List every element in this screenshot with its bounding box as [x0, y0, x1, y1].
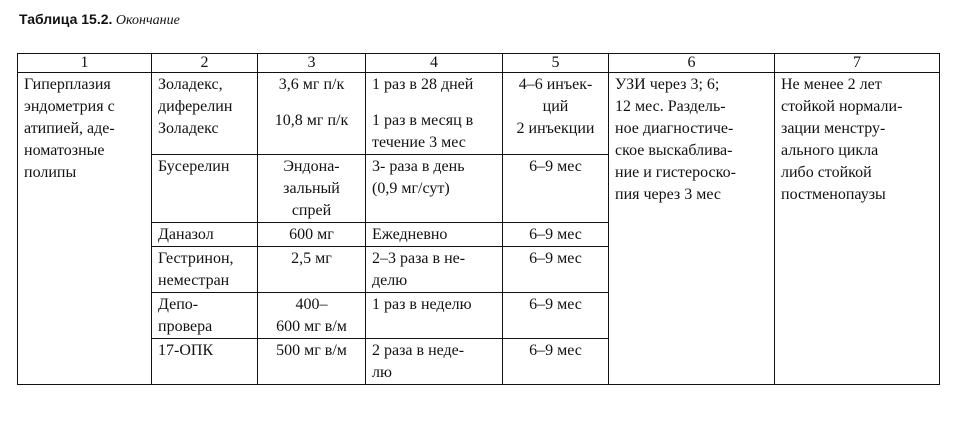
line: постменопаузы	[781, 186, 886, 203]
line: 6–9 мес	[529, 296, 582, 313]
header-cell: 4	[366, 54, 503, 73]
header-cell: 5	[503, 54, 609, 73]
line: Даназол	[158, 226, 214, 243]
dose-cell	[258, 339, 366, 385]
line: 4–6 инъек-	[518, 76, 593, 93]
line: 3,6 мг п/к	[278, 76, 345, 93]
line: стойкой нормали-	[781, 98, 903, 115]
line: эндометрия с	[24, 98, 115, 115]
dose-cell	[258, 73, 366, 155]
line: 6–9 мес	[529, 342, 582, 359]
header-cell: 3	[258, 54, 366, 73]
line: делю	[372, 272, 408, 289]
line: ций	[542, 98, 569, 115]
frequency-cell	[366, 223, 503, 247]
duration-cell	[503, 339, 609, 385]
frequency-cell	[366, 293, 503, 339]
caption-subtitle: Окончание	[115, 13, 180, 28]
line: 6–9 мес	[529, 158, 582, 175]
line: 2 инъекции	[516, 120, 595, 137]
dose-cell	[258, 293, 366, 339]
line: Золадекс	[158, 120, 219, 137]
line: лю	[372, 364, 392, 381]
header-cell: 1	[18, 54, 152, 73]
line: Не менее 2 лет	[781, 76, 882, 93]
frequency-cell	[366, 247, 503, 293]
line: провера	[158, 318, 213, 335]
line: 2 раза в неде-	[372, 342, 465, 359]
line: диферелин	[158, 98, 233, 115]
criteria-cell	[775, 73, 940, 385]
line: спрей	[291, 202, 332, 219]
line: ального цикла	[781, 142, 879, 159]
header-cell: 6	[609, 54, 775, 73]
monitoring-cell	[609, 73, 775, 385]
line: УЗИ через 3; 6;	[615, 76, 720, 93]
line: ние и гистероско-	[615, 164, 736, 181]
line: 500 мг в/м	[276, 342, 347, 359]
caption-label: Таблица 15.2.	[19, 11, 113, 27]
line: зации менстру-	[781, 120, 886, 137]
line: Депо-	[158, 296, 199, 313]
line: (0,9 мг/сут)	[372, 180, 450, 197]
line: 600 мг в/м	[276, 318, 347, 335]
duration-cell	[503, 293, 609, 339]
frequency-cell	[366, 155, 503, 223]
line: течение 3 мес	[372, 134, 466, 151]
duration-cell	[503, 155, 609, 223]
dose-cell	[258, 223, 366, 247]
diagnosis-cell	[18, 73, 152, 385]
line: 17-ОПК	[158, 342, 214, 359]
line: либо стойкой	[781, 164, 872, 181]
frequency-cell	[366, 73, 503, 155]
line: Гиперплазия	[24, 76, 111, 93]
line: ское выскаблива-	[615, 142, 733, 159]
line: 6–9 мес	[529, 250, 582, 267]
frequency-cell	[366, 339, 503, 385]
dose-cell	[258, 155, 366, 223]
duration-cell	[503, 223, 609, 247]
line: 1 раз в месяц в	[372, 112, 474, 129]
drug-cell	[152, 223, 258, 247]
header-cell: 7	[775, 54, 940, 73]
drug-cell	[152, 247, 258, 293]
line: Гестринон,	[158, 250, 234, 267]
line: атипией, аде-	[24, 120, 115, 137]
drug-cell	[152, 73, 258, 155]
drug-cell	[152, 339, 258, 385]
line: 400–	[295, 296, 328, 313]
line: неместран	[158, 272, 230, 289]
line: Эндона-	[283, 158, 340, 175]
line: Бусерелин	[158, 158, 230, 175]
line: 2–3 раза в не-	[372, 250, 466, 267]
header-cell: 2	[152, 54, 258, 73]
line: 600 мг	[289, 226, 334, 243]
header-row	[18, 54, 940, 73]
treatment-table	[17, 53, 940, 385]
drug-cell	[152, 155, 258, 223]
line: Золадекс,	[158, 76, 223, 93]
table-caption	[19, 11, 180, 29]
line: 1 раз в неделю	[372, 296, 472, 313]
line: 1 раз в 28 дней	[372, 76, 474, 93]
dose-cell	[258, 247, 366, 293]
duration-cell	[503, 247, 609, 293]
line: пия через 3 мес	[615, 186, 721, 203]
line: 10,8 мг п/к	[274, 112, 349, 129]
line: номатозные	[24, 142, 105, 159]
line: 6–9 мес	[529, 226, 582, 243]
line: 2,5 мг	[291, 250, 332, 267]
line: зальный	[283, 180, 340, 197]
duration-cell	[503, 73, 609, 155]
table-row	[18, 73, 940, 155]
line: ное диагностиче-	[615, 120, 734, 137]
line: полипы	[24, 164, 77, 181]
line: Ежедневно	[372, 226, 448, 243]
drug-cell	[152, 293, 258, 339]
line: 12 мес. Раздель-	[615, 98, 726, 115]
line: 3- раза в день	[372, 158, 465, 175]
